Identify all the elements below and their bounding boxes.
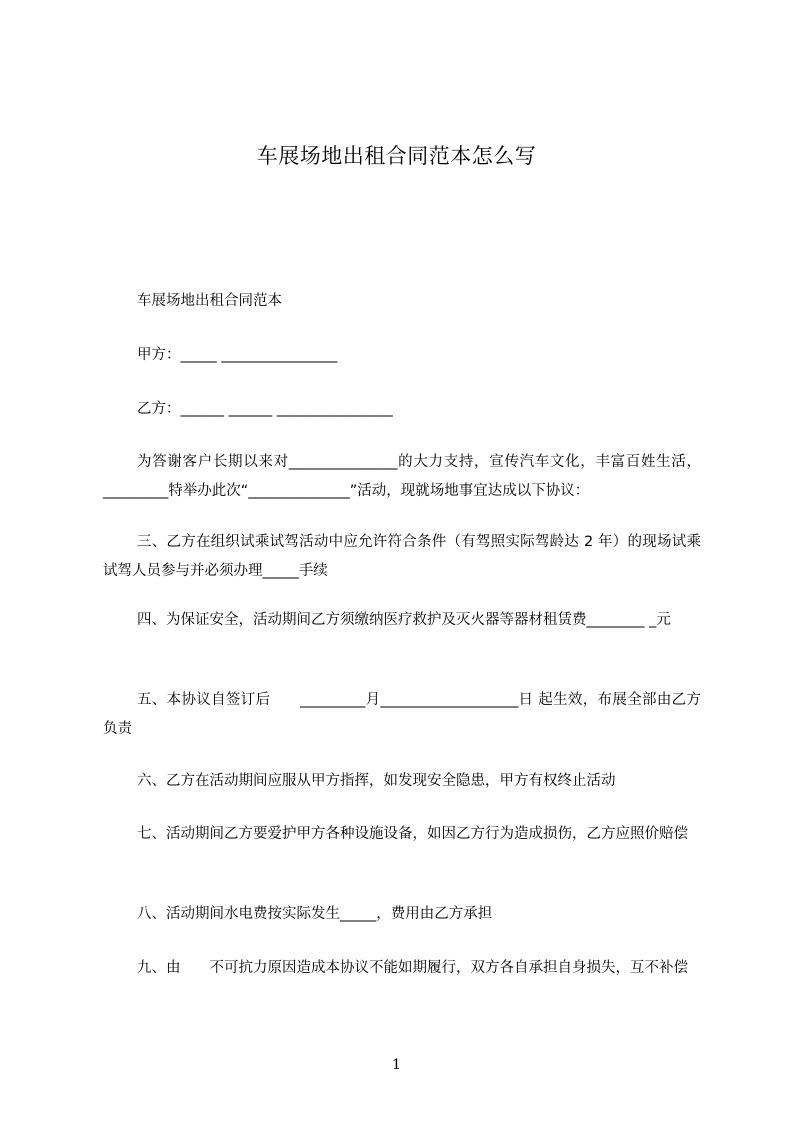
- clause-3-paragraph: 三、乙方在组织试乘试驾活动中应允许符合条件（有驾照实际驾龄达 2 年）的现场试乘试驾人员参与并必须办理_____手续: [103, 534, 701, 579]
- clause-5-paragraph: 五、本协议自签订后 _________月___________________日 起生效，布展全部由乙方负责: [103, 692, 701, 737]
- intro-paragraph: 为答谢客户长期以来对_______________的大力支持，宣传汽车文化，丰富百姓生活，_________特举办此次“______________”活动，现就场地事宜达成以下协议：: [103, 454, 701, 499]
- clause-4-paragraph: 四、为保证安全，活动期间乙方须缴纳医疗救护及灭火器等器材租赁费________ _元: [137, 612, 671, 628]
- party-a-line: 甲方：_____ ________________: [137, 347, 338, 363]
- party-b-line: 乙方：______ ______ ________________: [137, 401, 393, 417]
- clause-6-paragraph: 六、乙方在活动期间应服从甲方指挥，如发现安全隐患，甲方有权终止活动: [137, 773, 616, 789]
- page-number: 1: [392, 1057, 401, 1073]
- clause-8-paragraph: 八、活动期间水电费按实际发生_____，费用由乙方承担: [137, 906, 493, 922]
- subtitle-paragraph: 车展场地出租合同范本: [137, 293, 282, 309]
- clause-7-paragraph: 七、活动期间乙方要爱护甲方各种设施设备，如因乙方行为造成损伤，乙方应照价赔偿: [137, 826, 688, 842]
- document-title: 车展场地出租合同范本怎么写: [256, 144, 537, 168]
- clause-9-paragraph: 九、由 不可抗力原因造成本协议不能如期履行，双方各自承担自身损失，互不补偿: [137, 960, 688, 976]
